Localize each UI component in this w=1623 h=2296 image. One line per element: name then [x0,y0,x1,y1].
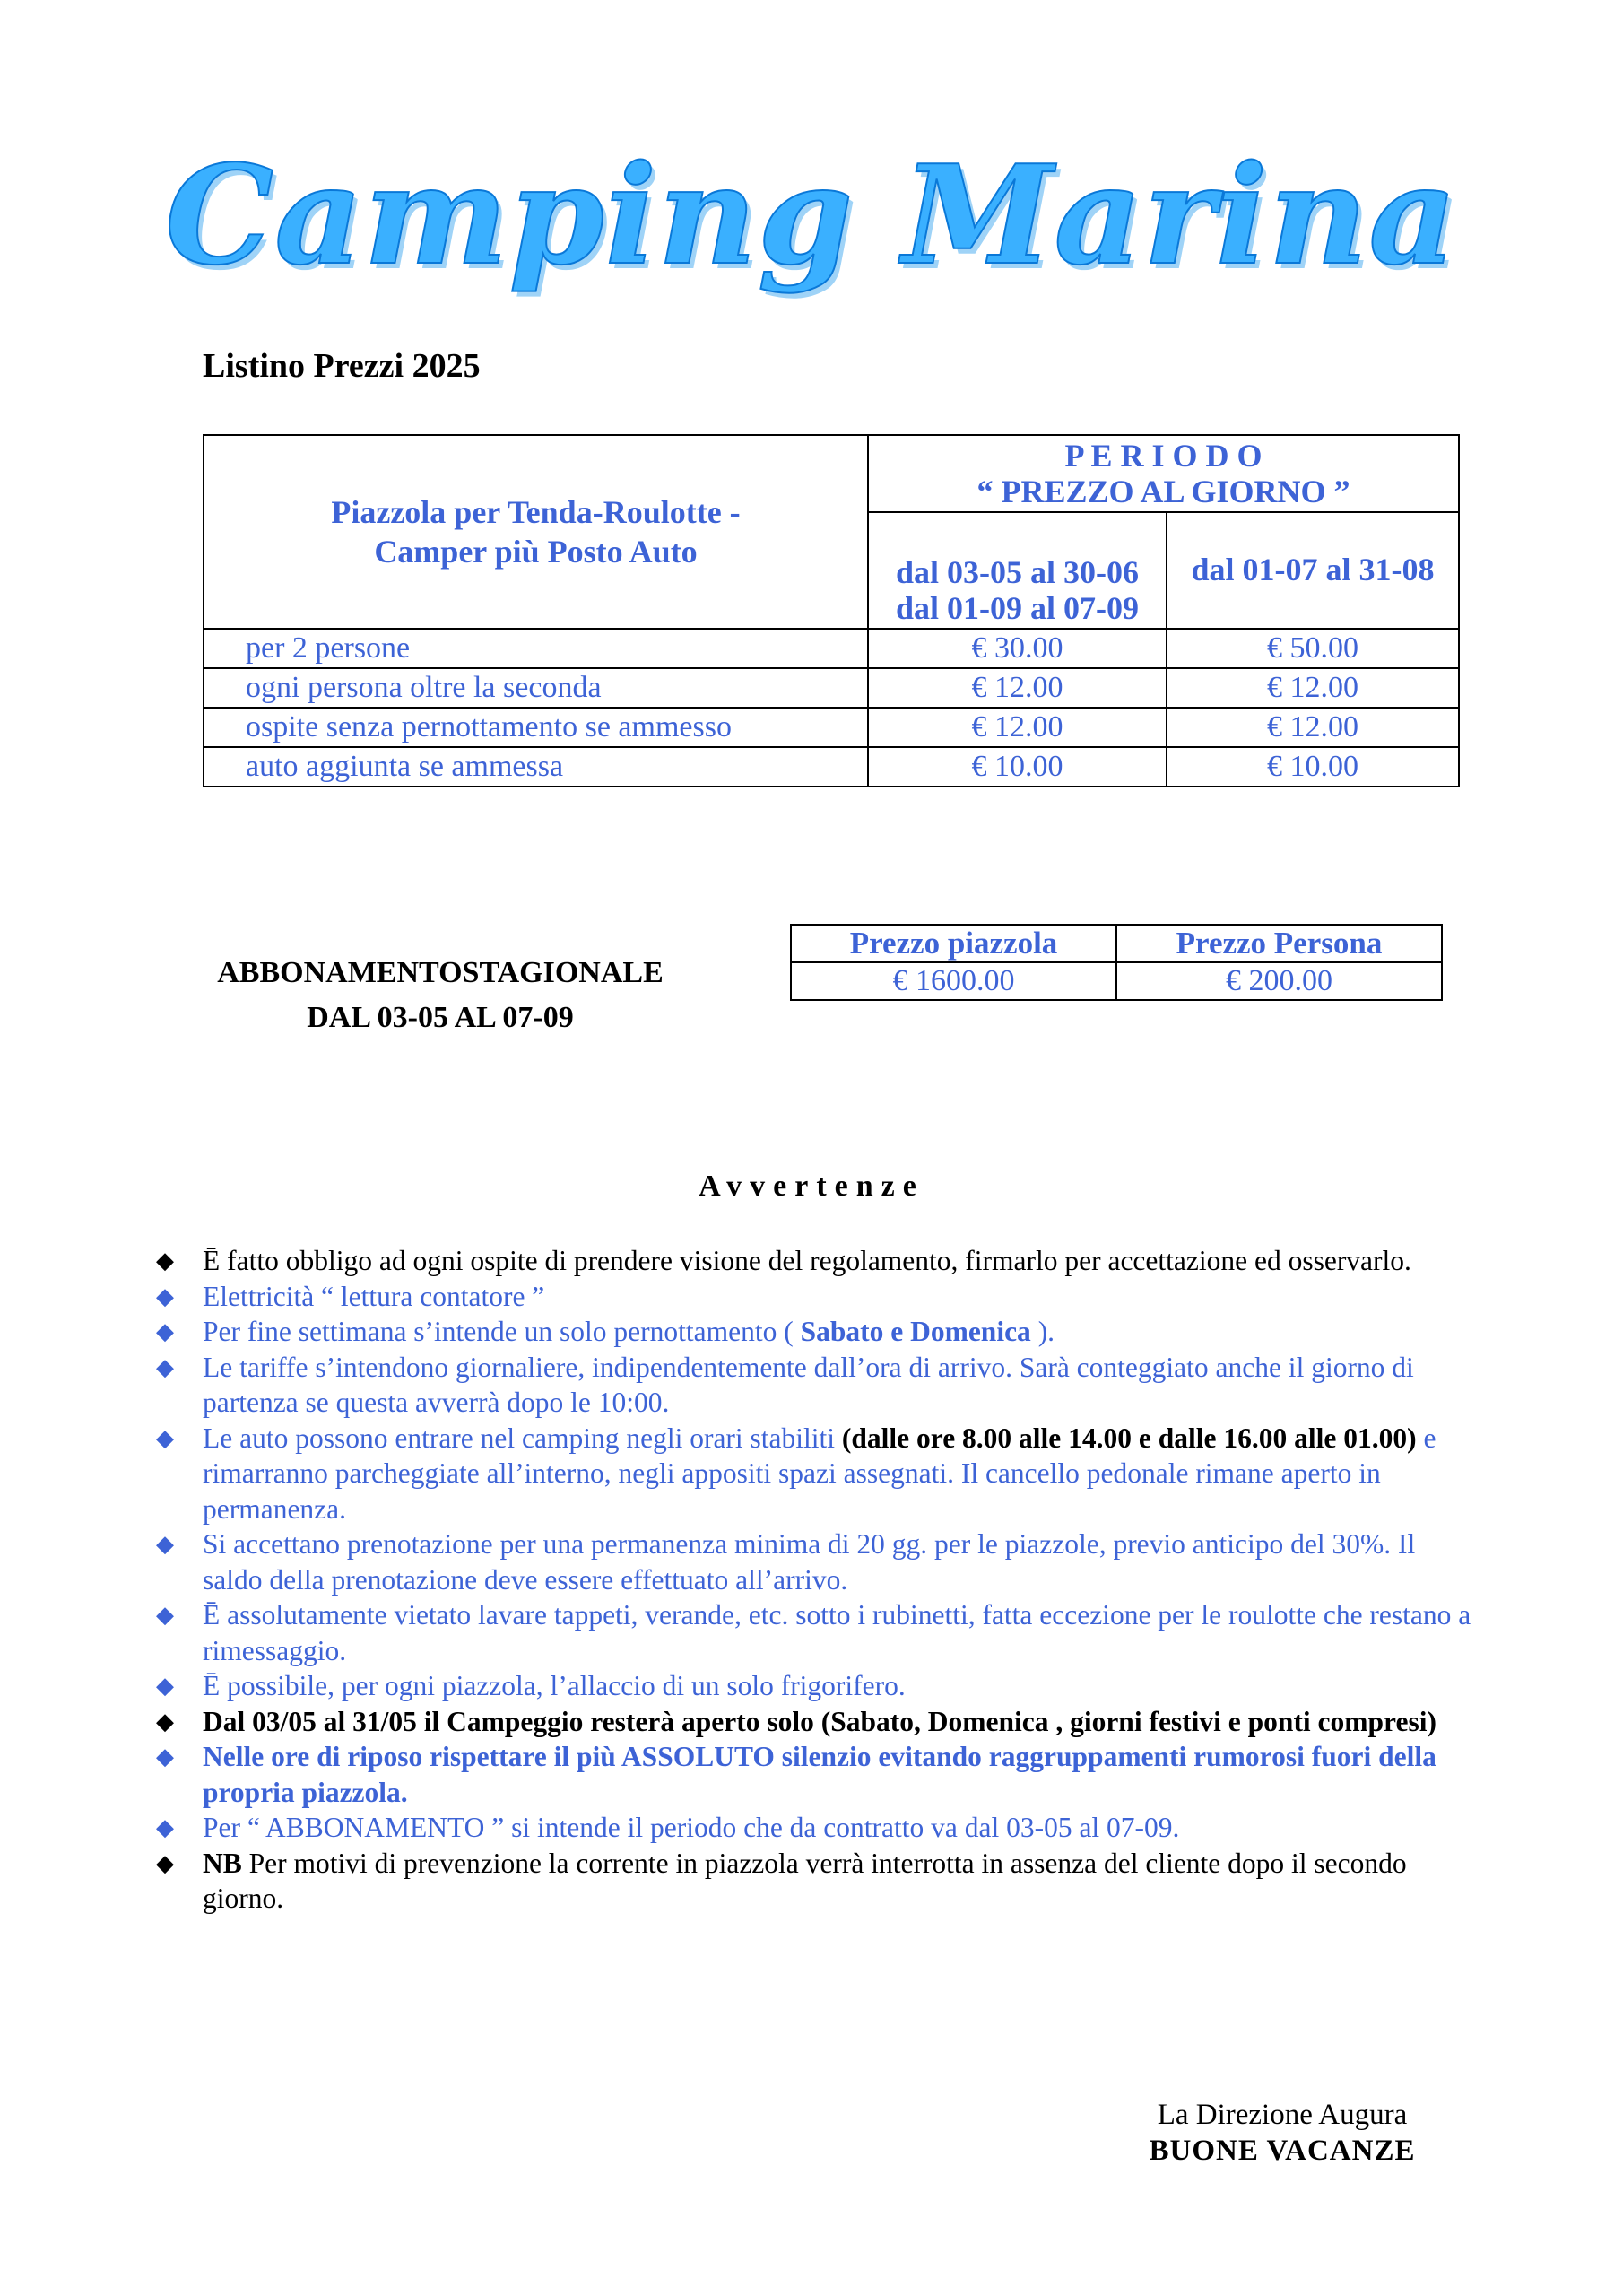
list-item [156,1243,1474,1279]
signature-line1: La Direzione Augura [1157,2099,1408,2131]
list-item [156,1739,1474,1810]
diamond-bullet-icon: ◆ [156,1424,174,1451]
diamond-bullet-icon: ◆ [156,1744,174,1770]
signature [1085,2097,1480,2169]
camping-logo: Camping Marina [165,135,1458,295]
note-text: Ē possibile, per ogni piazzola, l’allaccio di un solo frigorifero. [203,1670,906,1701]
period-header-line2: “ PREZZO AL GIORNO ” [976,474,1350,509]
diamond-bullet-icon: ◆ [156,1602,174,1628]
list-item [156,1314,1474,1350]
pitch-price-value: € 1600.00 [791,962,1116,1000]
person-price-value: € 200.00 [1116,962,1442,1000]
diamond-bullet-icon: ◆ [156,1673,174,1699]
season-pass-table [790,924,1443,1001]
warnings-title: Avvertenze [699,1170,924,1203]
list-item [156,1421,1474,1527]
period-header-line1: P E R I O D O [1064,438,1263,474]
list-item [156,1704,1474,1740]
list-item [156,1810,1474,1846]
row-price-high: € 12.00 [1167,668,1459,708]
row-label: ogni persona oltre la seconda [204,668,868,708]
row-price-high: € 12.00 [1167,708,1459,747]
row-price-high: € 10.00 [1167,747,1459,787]
list-item [156,1350,1474,1421]
list-item [156,1668,1474,1704]
note-text: Sabato e Domenica [800,1316,1031,1347]
table-row [204,629,1459,668]
note-text: Per “ ABBONAMENTO ” si intende il periodo che da contratto va dal 03-05 al 07-09. [203,1812,1180,1843]
season-pass-line1: ABBONAMENTOSTAGIONALE [217,956,664,989]
price-list-title: Listino Prezzi 2025 [203,347,481,385]
pitch-price-header: Prezzo piazzola [791,925,1116,962]
signature-line2: BUONE VACANZE [1149,2135,1416,2167]
diamond-bullet-icon: ◆ [156,1849,174,1876]
note-text: Le auto possono entrare nel camping negli orari stabiliti [203,1422,842,1454]
note-text: Si accettano prenotazione per una permanenza minima di 20 gg. per le piazzole, previo anticipo del 30%. Il saldo della prenotazione deve essere effettuato all’arrivo. [203,1528,1416,1596]
pitch-header [204,435,868,629]
pitch-header-line1: Piazzola per Tenda-Roulotte - [331,494,741,530]
note-text: Elettricità “ lettura contatore ” [203,1280,545,1312]
person-price-header: Prezzo Persona [1116,925,1442,962]
diamond-bullet-icon: ◆ [156,1318,174,1344]
note-text: NB [203,1847,242,1879]
row-label: ospite senza pernottamento se ammesso [204,708,868,747]
note-text: ). [1030,1316,1055,1347]
note-text: Nelle ore di riposo rispettare il più ASSOLUTO silenzio evitando raggruppamenti rumorosi fuori della propria piazzola. [203,1741,1436,1808]
low-season-line2: dal 01-09 al 07-09 [895,590,1139,626]
list-item [156,1279,1474,1315]
note-text: Dal 03/05 al 31/05 il Campeggio resterà aperto solo (Sabato, Domenica , giorni festivi e ponti compresi) [203,1705,1436,1737]
season-pass-label [203,951,678,1040]
row-price-high: € 50.00 [1167,629,1459,668]
table-row [204,668,1459,708]
table-row [204,708,1459,747]
list-item [156,1526,1474,1597]
price-table [203,434,1460,787]
table-row [204,747,1459,787]
diamond-bullet-icon: ◆ [156,1708,174,1735]
pitch-header-line2: Camper più Posto Auto [374,534,698,570]
row-price-low: € 10.00 [868,747,1167,787]
diamond-bullet-icon: ◆ [156,1353,174,1380]
row-price-low: € 12.00 [868,668,1167,708]
diamond-bullet-icon: ◆ [156,1814,174,1840]
low-season-header [868,512,1167,629]
note-text: e rimarranno parcheggiate all’interno, negli appositi spazi assegnati. Il cancello pedonale rimane aperto in permanenza. [203,1422,1436,1525]
row-price-low: € 30.00 [868,629,1167,668]
warnings-list [156,1243,1474,1917]
diamond-bullet-icon: ◆ [156,1248,174,1274]
note-text: Le tariffe s’intendono giornaliere, indipendentemente dall’ora di arrivo. Sarà conteggiato anche il giorno di partenza se questa avverrà dopo le 10:00. [203,1351,1414,1418]
row-label: per 2 persone [204,629,868,668]
row-label: auto aggiunta se ammessa [204,747,868,787]
diamond-bullet-icon: ◆ [156,1283,174,1309]
low-season-line1: dal 03-05 al 30-06 [895,554,1139,590]
note-text: Ē assolutamente vietato lavare tappeti, verande, etc. sotto i rubinetti, fatta eccezione per le roulotte che restano a rimessaggio. [203,1599,1471,1666]
season-pass-line2: DAL 03-05 AL 07-09 [307,1001,574,1034]
note-text: Per fine settimana s’intende un solo pernottamento ( [203,1316,801,1347]
list-item [156,1597,1474,1668]
list-item [156,1846,1474,1917]
note-text: Per motivi di prevenzione la corrente in piazzola verrà interrotta in assenza del cliente dopo il secondo giorno. [203,1847,1407,1914]
period-header [868,435,1459,512]
diamond-bullet-icon: ◆ [156,1531,174,1557]
high-season-header: dal 01-07 al 31-08 [1167,512,1459,629]
row-price-low: € 12.00 [868,708,1167,747]
note-text: (dalle ore 8.00 alle 14.00 e dalle 16.00 alle 01.00) [841,1422,1417,1454]
note-text: Ē fatto obbligo ad ogni ospite di prendere visione del regolamento, firmarlo per accettazione ed osservarlo. [203,1245,1411,1276]
